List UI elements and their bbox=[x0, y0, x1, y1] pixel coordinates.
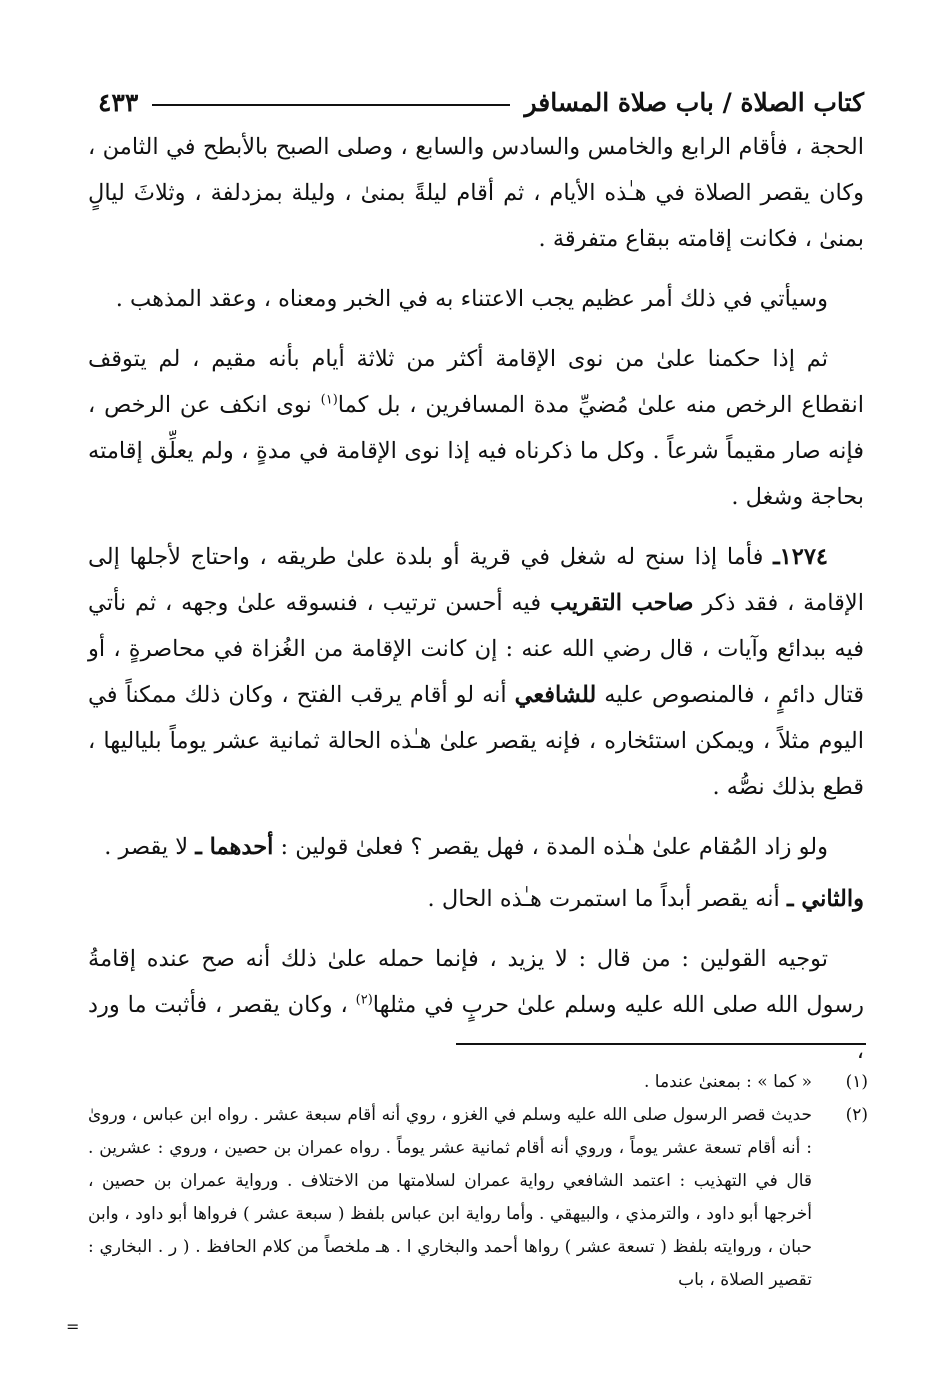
bold-term-4: والثاني ـ bbox=[786, 886, 864, 912]
footnote-number: (١) bbox=[845, 1072, 868, 1092]
paragraph-7-text-a: توجيه القولين : من قال : لا يزيد ، فإنما حمله علىٰ ذلك أنه صح عنده إقامةُ رسول الله صلى الله عليه وسلم علىٰ حربٍ في مثلها bbox=[88, 946, 864, 1018]
paragraph-5-text-b: لا يقصر . bbox=[104, 834, 196, 860]
paragraph-7-text-b: ، وكان يقصر ، فأثبت ما ورد ، bbox=[88, 992, 864, 1064]
header-rule bbox=[152, 104, 510, 106]
footnote-separator bbox=[456, 1043, 866, 1045]
paragraph-7 bbox=[88, 936, 864, 1074]
paragraph-2: وسيأتي في ذلك أمر عظيم يجب الاعتناء به في الخبر ومعناه ، وعقد المذهب . bbox=[115, 286, 828, 312]
paragraph-6 bbox=[88, 876, 864, 922]
paragraph-3 bbox=[88, 336, 864, 520]
footnote-text: « كما » : بمعنىٰ عندما . bbox=[644, 1072, 812, 1092]
footnote-2 bbox=[88, 1099, 868, 1297]
paragraph-6-text: أنه يقصر أبداً ما استمرت هـٰذه الحال . bbox=[427, 886, 787, 912]
continuation-mark: = bbox=[66, 1317, 80, 1336]
footnote-ref-2[interactable]: (٢) bbox=[355, 992, 373, 1008]
footnote-1 bbox=[88, 1066, 868, 1099]
paragraph-4-text-c: أنه لو أقام يرقب الفتح ، وكان ذلك ممكناً في اليوم مثلاً ، ويمكن استئخاره ، فإنه يقصر علىٰ هـٰذه الحالة ثمانية عشر يوماً بلياليها ، قطع بذلك نصُّه . bbox=[88, 682, 864, 800]
page-header bbox=[98, 82, 864, 122]
footnotes bbox=[88, 1066, 868, 1297]
paragraph-3-text-a: ثم إذا حكمنا علىٰ من نوى الإقامة أكثر من ثلاثة أيام بأنه مقيم ، لم يتوقف انقطاع الرخص منه علىٰ مُضيِّ مدة المسافرين ، بل كما bbox=[88, 346, 864, 418]
page-number: ٤٣٣ bbox=[98, 87, 139, 117]
paragraph-4-text-a: فأما إذا سنح له شغل في قرية أو بلدة علىٰ طريقه ، واحتاج لأجلها إلى الإقامة ، فقد ذكر bbox=[88, 544, 864, 616]
running-title: كتاب الصلاة / باب صلاة المسافر bbox=[524, 87, 864, 117]
footnote-text: حديث قصر الرسول صلى الله عليه وسلم في الغزو ، روي أنه أقام سبعة عشر . رواه ابن عباس ، وروىٰ : أنه أقام تسعة عشر يوماً ، وروي أنه أقام ثمانية عشر يوماً . رواه عمران بن حصين ، وروي : عشرين . قال في التهذيب : اعتمد الشافعي رواية عمران لسلامتها من الاختلاف . ورواية عمران بن حصين ، أخرجها أبو داود ، والترمذي ، والبيهقي . وأما رواية ابن عباس بلفظ ( سبعة عشر ) فرواها أبو داود ، وابن حبان ، وروايته بلفظ ( تسعة عشر ) رواها أحمد والبخاري ا . هـ ملخصاً من كلام الحافظ . ( ر . البخاري : تقصير الصلاة ، باب bbox=[88, 1105, 812, 1290]
bold-term-3: أحدهما ـ bbox=[195, 834, 274, 860]
paragraph-number: ١٢٧٤ـ bbox=[773, 544, 828, 570]
bold-term-2: للشافعي bbox=[514, 682, 597, 708]
paragraph-4-text-b: فيه أحسن ترتيب ، فنسوقه علىٰ وجهه ، ثم نأتي فيه ببدائع وآيات ، قال رضي الله عنه : إن كانت الإقامة من الغُزاة في محاصرةٍ ، أو قتال دائمٍ ، فالمنصوص عليه bbox=[88, 590, 864, 708]
paragraph-5 bbox=[88, 824, 864, 870]
paragraph-3-text-b: نوى انكف عن الرخص ، فإنه صار مقيماً شرعاً . وكل ما ذكرناه فيه إذا نوى الإقامة في مدةٍ ، ولم يعلِّق إقامته بحاجة وشغل . bbox=[88, 392, 864, 510]
paragraph-5-text-a: ولو زاد المُقام علىٰ هـٰذه المدة ، فهل يقصر ؟ فعلىٰ قولين : bbox=[273, 834, 828, 860]
bold-term-1: صاحب التقريب bbox=[549, 590, 694, 616]
paragraph-4 bbox=[88, 534, 864, 810]
footnote-number: (٢) bbox=[845, 1105, 868, 1125]
paragraph-1: الحجة ، فأقام الرابع والخامس والسادس والسابع ، وصلى الصبح بالأبطح في الثامن ، وكان يقصر الصلاة في هـٰذه الأيام ، ثم أقام ليلةً بمنىٰ ، وليلة بمزدلفة ، وثلاثَ ليالٍ بمنىٰ ، فكانت إقامته ببقاع متفرقة . bbox=[88, 134, 864, 252]
footnote-ref-1[interactable]: (١) bbox=[320, 392, 338, 408]
main-text bbox=[88, 124, 864, 1088]
